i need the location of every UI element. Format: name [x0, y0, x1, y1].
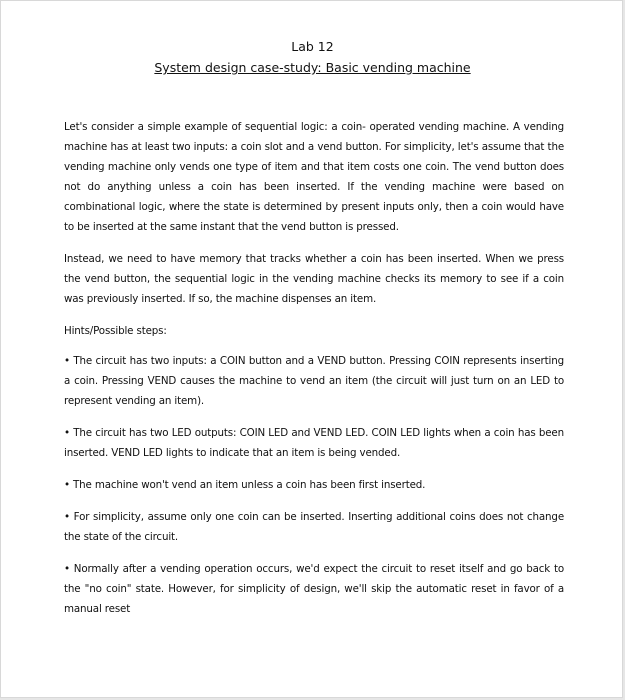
intro-paragraph: Let's consider a simple example of sequential logic: a coin- operated vending machine. A vending machine has at least two inputs: a coin slot and a vend button. For simplicity, let's assume that the vending machine only vends one type of item and that item costs one coin. The vend button does not do anything unless a coin has been inserted. If the vending machine were based on combinational logic, where the state is determined by present inputs only, then a coin would have to be inserted at the same instant that the vend button is pressed.	[64, 121, 564, 233]
document-body	[64, 117, 564, 631]
hints-heading: Hints/Possible steps:	[64, 325, 167, 337]
hint-bullet-inputs: • The circuit has two inputs: a COIN button and a VEND button. Pressing COIN represents inserting a coin. Pressing VEND causes the machine to vend an item (the circuit will just turn on an LED to represent vending an item).	[64, 355, 564, 407]
hint-bullet-requirement: • The machine won't vend an item unless a coin has been first inserted.	[64, 479, 426, 491]
memory-paragraph: Instead, we need to have memory that tracks whether a coin has been inserted. When we press the vend button, the sequential logic in the vending machine checks its memory to see if a coin was previously inserted. If so, the machine dispenses an item.	[64, 253, 564, 305]
subtitle-text: System design case-study: Basic vending machine	[154, 60, 471, 75]
hint-bullet-outputs: • The circuit has two LED outputs: COIN LED and VEND LED. COIN LED lights when a coin has been inserted. VEND LED lights to indicate that an item is being vended.	[64, 427, 564, 459]
page-subtitle	[1, 60, 624, 76]
page-title: Lab 12	[291, 39, 334, 54]
hint-bullet-single-coin: • For simplicity, assume only one coin can be inserted. Inserting additional coins does not change the state of the circuit.	[64, 511, 564, 543]
hint-bullet-reset: • Normally after a vending operation occurs, we'd expect the circuit to reset itself and go back to the "no coin" state. However, for simplicity of design, we'll skip the automatic reset in favor of a manual reset	[64, 563, 564, 615]
